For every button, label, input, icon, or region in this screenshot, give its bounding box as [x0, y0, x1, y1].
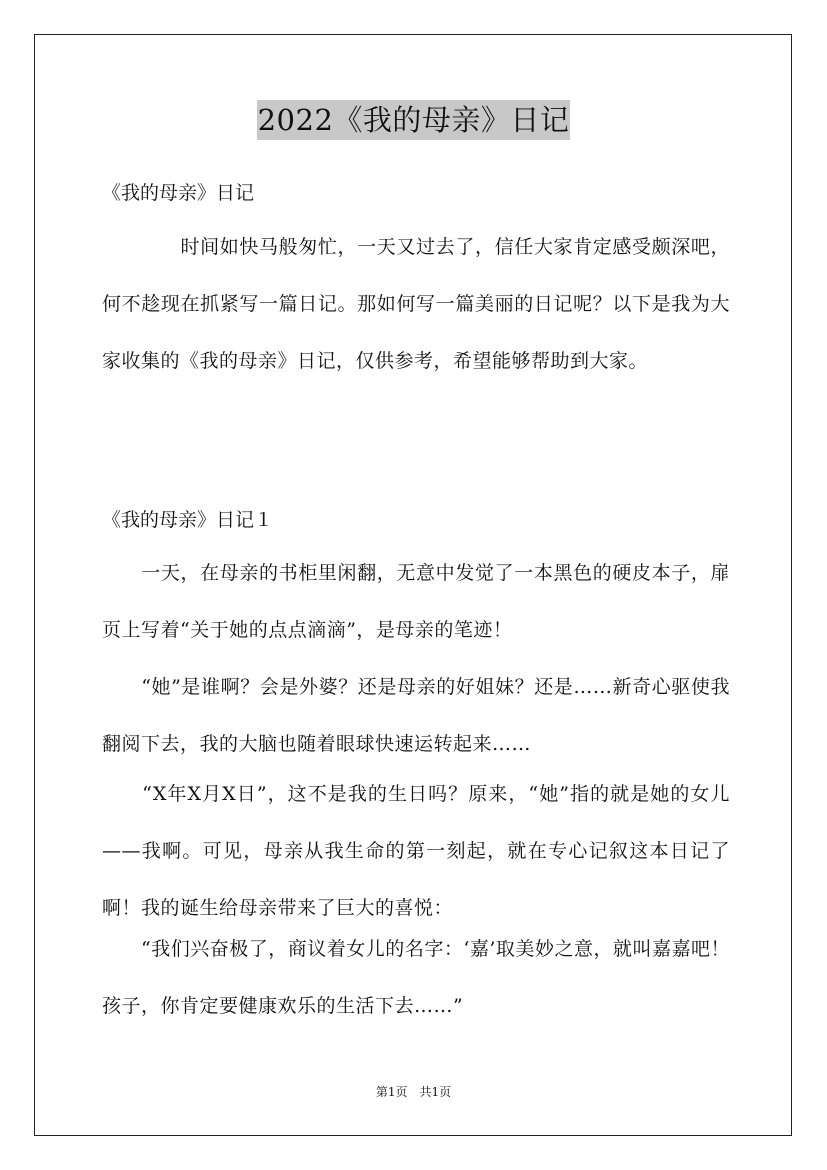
- section-heading: 《我的母亲》日记１: [102, 509, 274, 531]
- body-paragraph-1: 一天，在母亲的书柜里闲翻，无意中发觉了一本黑色的硬皮本子，扉页上写着“关于她的点点滴滴”，是母亲的笔迹！: [102, 562, 730, 641]
- body-paragraph-3: “X年X月X日”，这不是我的生日吗？原来，“她”指的就是她的女儿——我啊。可见，母亲从我生命的第一刻起，就在专心记叙这本日记了啊！我的诞生给母亲带来了巨大的喜悦：: [102, 783, 730, 919]
- title-container: [0, 100, 827, 140]
- body-paragraph-2: “她”是谁啊？会是外婆？还是母亲的好姐妹？还是……新奇心驱使我翻阅下去，我的大脑也随着眼球快速运转起来……: [102, 676, 730, 755]
- intro-heading: 《我的母亲》日记: [102, 182, 255, 204]
- document-title: 2022《我的母亲》日记: [257, 100, 571, 140]
- body-paragraph-4: “我们兴奋极了，商议着女儿的名字：‘嘉’取美妙之意，就叫嘉嘉吧！孩子，你肯定要健康欢乐的生活下去……”: [102, 938, 730, 1017]
- intro-paragraph: 时间如快马般匆忙，一天又过去了，信任大家肯定感受颇深吧，何不趁现在抓紧写一篇日记。那如何写一篇美丽的日记呢？以下是我为大家收集的《我的母亲》日记，仅供参考，希望能够帮助到大家。: [102, 236, 730, 372]
- page-footer: 第1页 共1页: [375, 1085, 452, 1099]
